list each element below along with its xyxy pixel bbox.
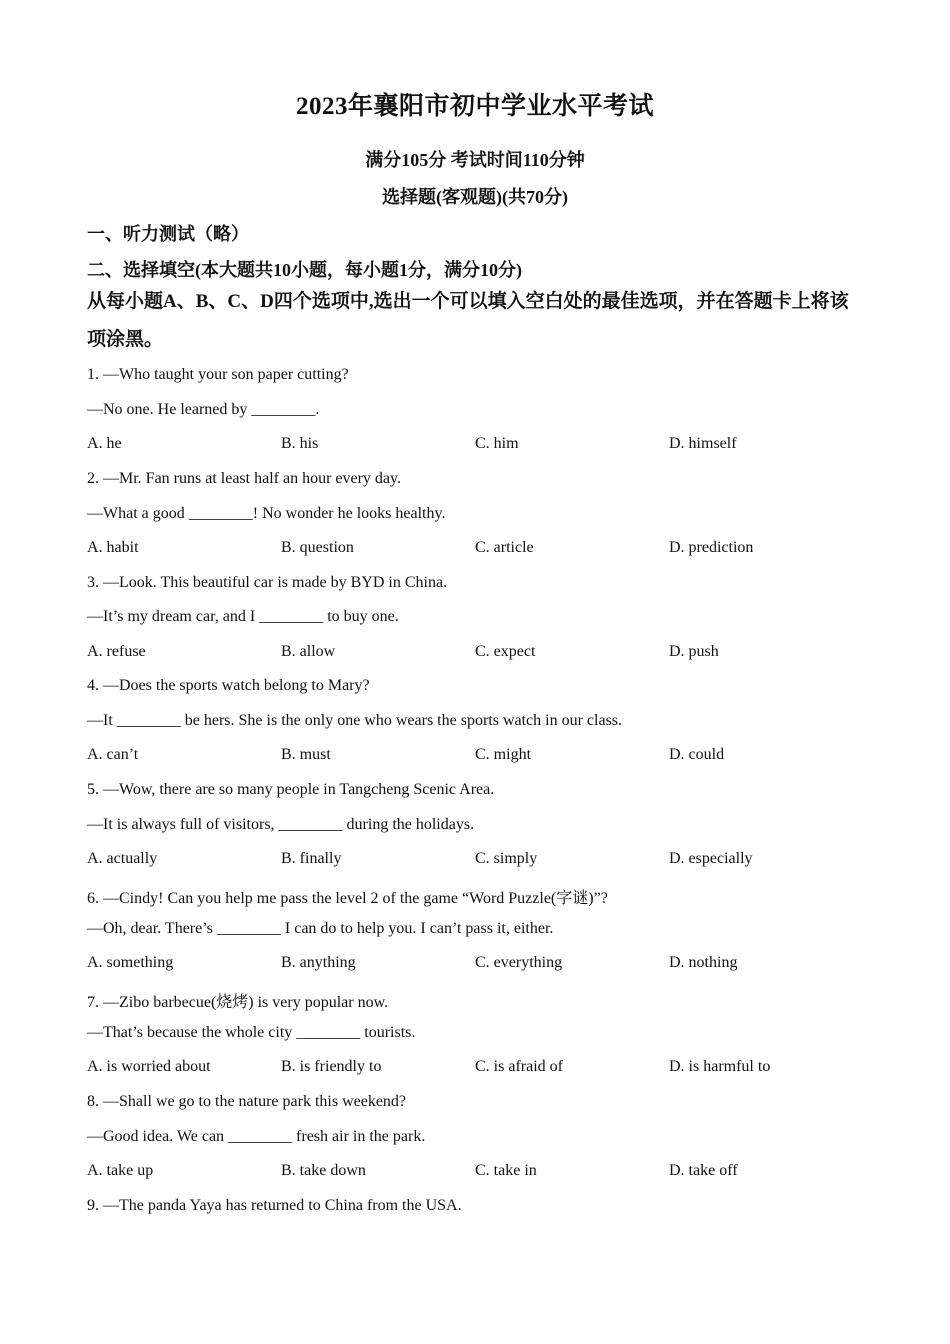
question-2-prompt: 2. —Mr. Fan runs at least half an hour every day.	[87, 470, 401, 487]
question-8-option-b: B. take down	[281, 1162, 366, 1179]
question-6-option-a: A. something	[87, 954, 174, 971]
question-3-prompt: 3. —Look. This beautiful car is made by BYD in China.	[87, 574, 448, 591]
instruction-line-1: 从每小题A、B、C、D四个选项中,选出一个可以填入空白处的最佳选项，并在答题卡上将该	[87, 291, 849, 312]
score-time-line: 满分105分 考试时间110分钟	[365, 150, 585, 170]
question-6-option-d: D. nothing	[669, 954, 738, 971]
question-7-option-c: C. is afraid of	[475, 1058, 563, 1075]
question-8-prompt: 8. —Shall we go to the nature park this weekend?	[87, 1093, 407, 1110]
question-5-option-c: C. simply	[475, 850, 538, 867]
question-8-option-d: D. take off	[669, 1162, 738, 1179]
question-1-reply: —No one. He learned by ________.	[87, 401, 320, 418]
question-8-option-a: A. take up	[87, 1162, 154, 1179]
question-1-option-b: B. his	[281, 435, 319, 452]
question-4-prompt: 4. —Does the sports watch belong to Mary?	[87, 677, 370, 694]
question-7-option-a: A. is worried about	[87, 1058, 211, 1075]
question-6-reply: —Oh, dear. There’s ________ I can do to help you. I can’t pass it, either.	[87, 920, 554, 937]
question-4-option-a: A. can’t	[87, 746, 139, 763]
question-2-option-d: D. prediction	[669, 539, 754, 556]
question-7-option-d: D. is harmful to	[669, 1058, 771, 1075]
question-4-reply: —It ________ be hers. She is the only one who wears the sports watch in our class.	[87, 712, 623, 729]
question-5-prompt: 5. —Wow, there are so many people in Tangcheng Scenic Area.	[87, 781, 495, 798]
question-6-prompt: 6. —Cindy! Can you help me pass the level 2 of the game “Word Puzzle(字谜)”?	[87, 890, 608, 907]
question-2-option-c: C. article	[475, 539, 534, 556]
question-4-option-c: C. might	[475, 746, 532, 763]
question-2-reply: —What a good ________! No wonder he looks healthy.	[87, 505, 446, 522]
part-heading: 选择题(客观题)(共70分)	[382, 187, 568, 207]
question-7-prompt: 7. —Zibo barbecue(烧烤) is very popular now.	[87, 994, 389, 1011]
section-listening: 一、听力测试（略）	[87, 224, 249, 244]
question-1-prompt: 1. —Who taught your son paper cutting?	[87, 366, 349, 383]
question-4-option-b: B. must	[281, 746, 331, 763]
question-5-option-b: B. finally	[281, 850, 342, 867]
question-2-option-b: B. question	[281, 539, 354, 556]
question-3-option-d: D. push	[669, 643, 719, 660]
question-1-option-c: C. him	[475, 435, 519, 452]
question-7-reply: —That’s because the whole city ________ tourists.	[87, 1024, 416, 1041]
question-5-option-a: A. actually	[87, 850, 158, 867]
section-choice: 二、选择填空(本大题共10小题，每小题1分，满分10分)	[87, 260, 522, 280]
question-9-prompt: 9. —The panda Yaya has returned to China from the USA.	[87, 1197, 462, 1214]
question-1-option-d: D. himself	[669, 435, 737, 452]
question-2-option-a: A. habit	[87, 539, 139, 556]
question-5-reply: —It is always full of visitors, ________ during the holidays.	[87, 816, 475, 833]
question-3-reply: —It’s my dream car, and I ________ to buy one.	[87, 608, 399, 625]
question-7-option-b: B. is friendly to	[281, 1058, 382, 1075]
question-4-option-d: D. could	[669, 746, 725, 763]
question-3-option-c: C. expect	[475, 643, 536, 660]
question-6-option-b: B. anything	[281, 954, 356, 971]
question-3-option-b: B. allow	[281, 643, 336, 660]
exam-title: 2023年襄阳市初中学业水平考试	[295, 93, 654, 120]
question-6-option-c: C. everything	[475, 954, 563, 971]
question-1-option-a: A. he	[87, 435, 122, 452]
question-5-option-d: D. especially	[669, 850, 753, 867]
instruction-line-2: 项涂黑。	[87, 329, 164, 350]
question-8-reply: —Good idea. We can ________ fresh air in the park.	[87, 1128, 426, 1145]
question-8-option-c: C. take in	[475, 1162, 537, 1179]
question-3-option-a: A. refuse	[87, 643, 146, 660]
